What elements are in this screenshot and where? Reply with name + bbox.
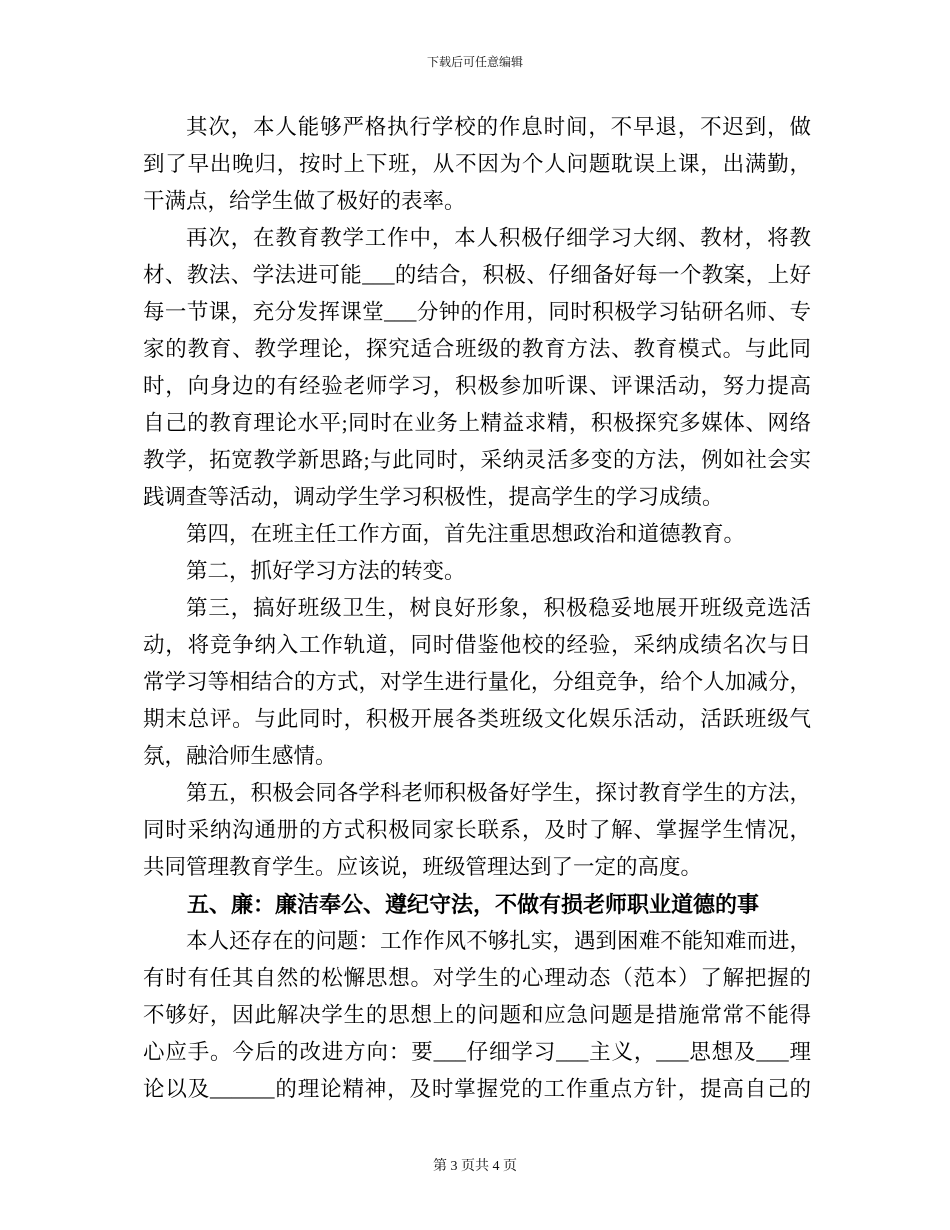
text-line: 期末总评。与此同时，积极开展各类班级文化娱乐活动，活跃班级气 <box>143 707 811 731</box>
paragraph <box>143 553 811 590</box>
text-line: 第四，在班主任工作方面，首先注重思想政治和道德教育。 <box>186 522 746 546</box>
text-line: 动，将竞争纳入工作轨道，同时借鉴他校的经验，采纳成绩名次与日 <box>143 633 811 657</box>
paragraph <box>143 590 811 775</box>
text-line: 共同管理教育学生。应该说，班级管理达到了一定的高度。 <box>143 855 703 879</box>
text-line: 践调查等活动，调动学生学习积极性，提高学生的学习成绩。 <box>143 485 724 509</box>
text-line: 时，向身边的有经验老师学习，积极参加听课、评课活动，努力提高 <box>143 374 811 398</box>
document-body <box>143 109 811 1108</box>
paragraph <box>143 923 811 1108</box>
paragraph <box>143 109 811 220</box>
paragraph <box>143 220 811 516</box>
text-line: 自己的教育理论水平;同时在业务上精益求精，积极探究多媒体、网络 <box>143 411 811 435</box>
text-line: 材、教法、学法进可能___的结合，积极、仔细备好每一个教案，上好 <box>143 263 811 287</box>
page-header: 下载后可任意编辑 <box>426 55 523 69</box>
text-line: 本人还存在的问题：工作作风不够扎实，遇到困难不能知难而进， <box>186 929 811 953</box>
text-line: 家的教育、教学理论，探究适合班级的教育方法、教育模式。与此同 <box>143 337 811 361</box>
section-heading: 五、廉：廉洁奉公、遵纪守法，不做有损老师职业道德的事 <box>187 892 760 917</box>
paragraph <box>143 775 811 886</box>
text-line: 有时有任其自然的松懈思想。对学生的心理动态（范本）了解把握的 <box>143 966 811 990</box>
text-line: 每一节课，充分发挥课堂___分钟的作用，同时积极学习钻研名师、专 <box>143 300 811 324</box>
text-line: 第二，抓好学习方法的转变。 <box>186 559 466 583</box>
text-line: 到了早出晚归，按时上下班，从不因为个人问题耽误上课，出满勤， <box>143 152 811 176</box>
text-line: 氛，融洽师生感情。 <box>143 744 337 768</box>
text-line: 第三，搞好班级卫生，树良好形象，积极稳妥地展开班级竞选活 <box>186 596 811 620</box>
text-line: 教学，拓宽教学新思路;与此同时，采纳灵活多变的方法，例如社会实 <box>143 448 811 472</box>
text-line: 常学习等相结合的方式，对学生进行量化，分组竞争，给个人加减分， <box>143 670 811 694</box>
paragraph <box>143 516 811 553</box>
text-line: 心应手。今后的改进方向：要___仔细学习___主义，___思想及___理 <box>143 1040 811 1064</box>
text-line: 不够好，因此解决学生的思想上的问题和应急问题是措施常常不能得 <box>143 1003 811 1027</box>
text-line: 同时采纳沟通册的方式积极同家长联系，及时了解、掌握学生情况， <box>143 818 811 842</box>
page-number: 第 3 页共 4 页 <box>433 1159 517 1174</box>
text-line: 第五，积极会同各学科老师积极备好学生，探讨教育学生的方法， <box>186 781 811 805</box>
text-line: 其次，本人能够严格执行学校的作息时间，不早退，不迟到，做 <box>186 115 811 139</box>
text-line: 干满点，给学生做了极好的表率。 <box>143 189 466 213</box>
text-line: 再次，在教育教学工作中，本人积极仔细学习大纲、教材，将教 <box>186 226 811 250</box>
text-line: 论以及______的理论精神，及时掌握党的工作重点方针，提高自己的 <box>143 1077 811 1101</box>
